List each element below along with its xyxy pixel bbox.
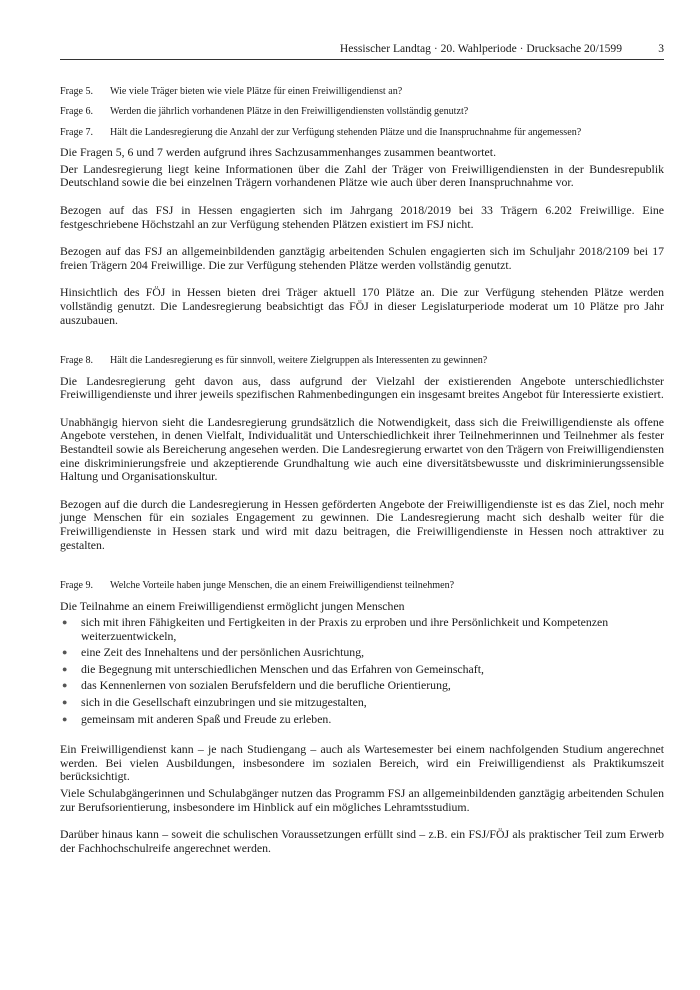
question-text: Welche Vorteile haben junge Menschen, die an einem Freiwilligendienst teilnehmen? <box>110 580 455 592</box>
question-text: Hält die Landesregierung die Anzahl der zur Verfügung stehenden Plätze und die Inanspruchnahme für angemessen? <box>110 126 582 138</box>
list-item-text: eine Zeit des Innehaltens und der persönlichen Ausrichtung, <box>81 645 365 660</box>
list-item-text: die Begegnung mit unterschiedlichen Menschen und das Erfahren von Gemeinschaft, <box>81 661 484 676</box>
list-item <box>60 696 664 710</box>
question-number: Frage 7. <box>60 126 94 138</box>
page-header <box>60 42 664 60</box>
answer-paragraph: Die Landesregierung geht davon aus, dass aufgrund der Vielzahl der existierenden Angebote unterschiedlichster Freiwilligendienste und ihrer jeweils spezifischen Rahmenbedingungen ein insgesamt breites Angebot für Interessierte existiert. <box>60 373 664 402</box>
answer-paragraph: Viele Schulabgängerinnen und Schulabgänger nutzen das Programm FSJ an allgemeinbildenden ganztägig arbeitenden Schulen zur Berufsorientierung, insbesondere im Hinblick auf ein mögliches Lehramtsstudium. <box>60 786 664 814</box>
answer-paragraph: Der Landesregierung liegt keine Informationen über die Zahl der Träger von Freiwilligendiensten in der Bundesrepublik Deutschland sowie die bei einzelnen Trägern vorhandenen Plätze wie auch über deren Inanspruchnahme vor. <box>60 161 664 190</box>
question-number: Frage 8. <box>60 355 94 367</box>
question-text: Hält die Landesregierung es für sinnvoll, weitere Zielgruppen als Interessenten zu gewinnen? <box>110 355 488 367</box>
list-item <box>60 713 664 727</box>
list-item <box>60 663 664 677</box>
list-item-text: das Kennenlernen von sozialen Berufsfeldern und die berufliche Orientierung, <box>81 678 451 693</box>
answer-paragraph: Ein Freiwilligendienst kann – je nach Studiengang – auch als Wartesemester bei einem nachfolgenden Studium angerechnet werden. Bei vielen Ausbildungen, insbesondere im sozialen Bereich, wird ein Freiwilligendienst als Praktikumszeit berücksichtigt. <box>60 742 664 784</box>
bullet-icon: ● <box>62 713 68 724</box>
bullet-icon: ● <box>62 617 68 628</box>
question-text: Wie viele Träger bieten wie viele Plätze für einen Freiwilligendienst an? <box>110 86 403 97</box>
answer-paragraph: Hinsichtlich des FÖJ in Hessen bieten drei Träger aktuell 170 Plätze an. Die zur Verfügung stehenden Plätze werden vollständig genutzt. Die Landesregierung beabsichtigt das FÖJ in dieser Legislaturperiode moderat um 10 Plätze pro Jahr auszubauen. <box>60 285 664 327</box>
list-item <box>60 616 664 643</box>
list-item-text: gemeinsam mit anderen Spaß und Freude zu erleben. <box>81 711 332 726</box>
answer-paragraph: Bezogen auf die durch die Landesregierung in Hessen geförderten Angebote der Freiwilligendienste ist es das Ziel, noch mehr junge Menschen für ein soziales Engagement zu gewinnen. Die Landesregierung macht sich deshalb weiter für die Freiwilligendienste in Hessen stark und wird mit dazu beitragen, die Freiwilligendienste in Hessen noch attraktiver zu gestalten. <box>60 496 664 552</box>
answer-paragraph: Unabhängig hiervon sieht die Landesregierung grundsätzlich die Notwendigkeit, dass sich die Freiwilligendienste als offene Angebote verstehen, in denen Vielfalt, Individualität und Unterschiedlichkeit ihrer Teilnehmerinnen und Teilnehmer als fester Bestandteil sowie als Bereicherung angesehen werden. Die Landesregierung erwartet von den Trägern von Freiwilligendiensten eine diskriminierungsfreie und akzeptierende Grundhaltung wie auch eine diversitätsbewusste und diskriminierungssensible Haltung und Organisationskultur. <box>60 414 664 484</box>
answer-paragraph: Darüber hinaus kann – soweit die schulischen Voraussetzungen erfüllt sind – z.B. ein FSJ/FÖJ als praktischer Teil zum Erwerb der Fachhochschulreife angerechnet werden. <box>60 827 664 855</box>
question-9 <box>60 580 664 591</box>
answer-paragraph: Die Teilnahme an einem Freiwilligendienst ermöglicht jungen Menschen <box>60 598 405 613</box>
question-8 <box>60 355 664 366</box>
answer-paragraph: Bezogen auf das FSJ in Hessen engagierten sich im Jahrgang 2018/2019 bei 33 Trägern 6.202 Freiwillige. Eine festgeschriebene Höchstzahl an zur Verfügung stehenden Plätzen existiert im FSJ nicht. <box>60 203 664 231</box>
list-item <box>60 646 664 660</box>
question-number: Frage 5. <box>60 86 94 97</box>
question-text: Werden die jährlich vorhandenen Plätze in den Freiwilligendiensten vollständig genutzt? <box>110 106 469 118</box>
bullet-icon: ● <box>62 680 68 691</box>
header-rule <box>60 59 664 60</box>
list-item <box>60 679 664 693</box>
question-7 <box>60 127 664 138</box>
answer-paragraph: Die Fragen 5, 6 und 7 werden aufgrund ihres Sachzusammenhanges zusammen beantwortet. <box>60 145 497 160</box>
list-item-text: sich mit ihren Fähigkeiten und Fertigkeiten in der Praxis zu erproben und ihre Persönlichkeit und Kompetenzen weiterzuentwickeln, <box>81 615 609 643</box>
page-number: 3 <box>658 42 664 55</box>
question-6 <box>60 106 664 117</box>
bullet-icon: ● <box>62 647 68 658</box>
header-text: Hessischer Landtag · 20. Wahlperiode · Drucksache 20/1599 <box>339 42 622 55</box>
document-body <box>60 86 664 869</box>
list-item-text: sich in die Gesellschaft einzubringen und sie mitzugestalten, <box>81 695 367 710</box>
question-number: Frage 9. <box>60 580 94 592</box>
bullet-icon: ● <box>62 697 68 708</box>
answer-paragraph: Bezogen auf das FSJ an allgemeinbildenden ganztägig arbeitenden Schulen engagierten sich im Schuljahr 2018/2109 bei 17 freien Trägern 204 Freiwillige. Die zur Verfügung stehenden Plätze werden vollständig genutzt. <box>60 244 664 272</box>
question-5 <box>60 86 664 97</box>
bullet-list <box>60 616 664 726</box>
question-number: Frage 6. <box>60 106 94 118</box>
bullet-icon: ● <box>62 663 68 674</box>
